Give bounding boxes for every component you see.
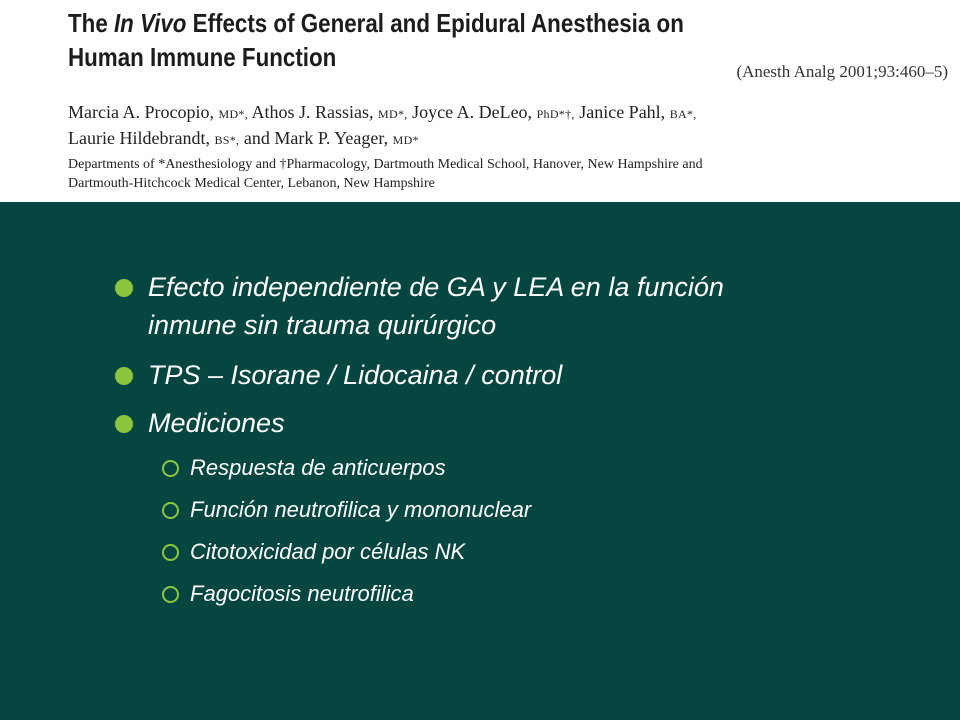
title-line-2: Human Immune Function <box>68 42 337 72</box>
author-degree: MD*, <box>218 107 249 121</box>
sub-bullet-text: Función neutrofilica y mononuclear <box>190 497 532 522</box>
bullet-text: TPS – Isorane / Lidocaina / control <box>148 360 563 390</box>
ring-bullet-icon <box>162 502 179 519</box>
affiliation-line-2: Dartmouth-Hitchcock Medical Center, Lebanon, New Hampshire <box>68 176 435 191</box>
sub-bullet-text: Citotoxicidad por células NK <box>190 539 466 564</box>
author-degree: MD* <box>392 133 419 147</box>
author-name: Laurie Hildebrandt, <box>68 128 210 148</box>
bullet-text: Mediciones <box>148 408 285 438</box>
green-bullet-icon <box>115 367 133 385</box>
bullet-text: Efecto independiente de GA y LEA en la función <box>148 272 724 302</box>
green-bullet-icon <box>115 279 133 297</box>
title-text-start: The <box>68 8 114 38</box>
author-name: Marcia A. Procopio, <box>68 102 214 122</box>
affiliation-line-1: Departments of *Anesthesiology and †Pharmacology, Dartmouth Medical School, Hanover, New Hampshire and <box>68 157 703 172</box>
author-degree: BS*, <box>214 133 240 147</box>
ring-bullet-icon <box>162 544 179 561</box>
green-bullet-icon <box>115 415 133 433</box>
author-name: and Mark P. Yeager, <box>243 128 389 148</box>
sub-bullet-text: Fagocitosis neutrofilica <box>190 581 414 606</box>
ring-bullet-icon <box>162 586 179 603</box>
sub-bullet-text: Respuesta de anticuerpos <box>190 455 446 480</box>
author-name: Athos J. Rassias, <box>251 102 374 122</box>
author-degree: MD*, <box>378 107 408 121</box>
ring-bullet-icon <box>162 460 179 477</box>
bullet-text: inmune sin trauma quirúrgico <box>148 310 497 340</box>
citation: (Anesth Analg 2001;93:460–5) <box>736 62 948 81</box>
author-degree: PhD*†, <box>536 107 575 121</box>
author-name: Janice Pahl, <box>579 102 666 122</box>
title-text-end: Effects of General and Epidural Anesthesia on <box>186 8 684 38</box>
title-italic-text: In Vivo <box>113 8 187 38</box>
author-degree: BA*, <box>669 107 697 121</box>
author-name: Joyce A. DeLeo, <box>412 102 533 122</box>
